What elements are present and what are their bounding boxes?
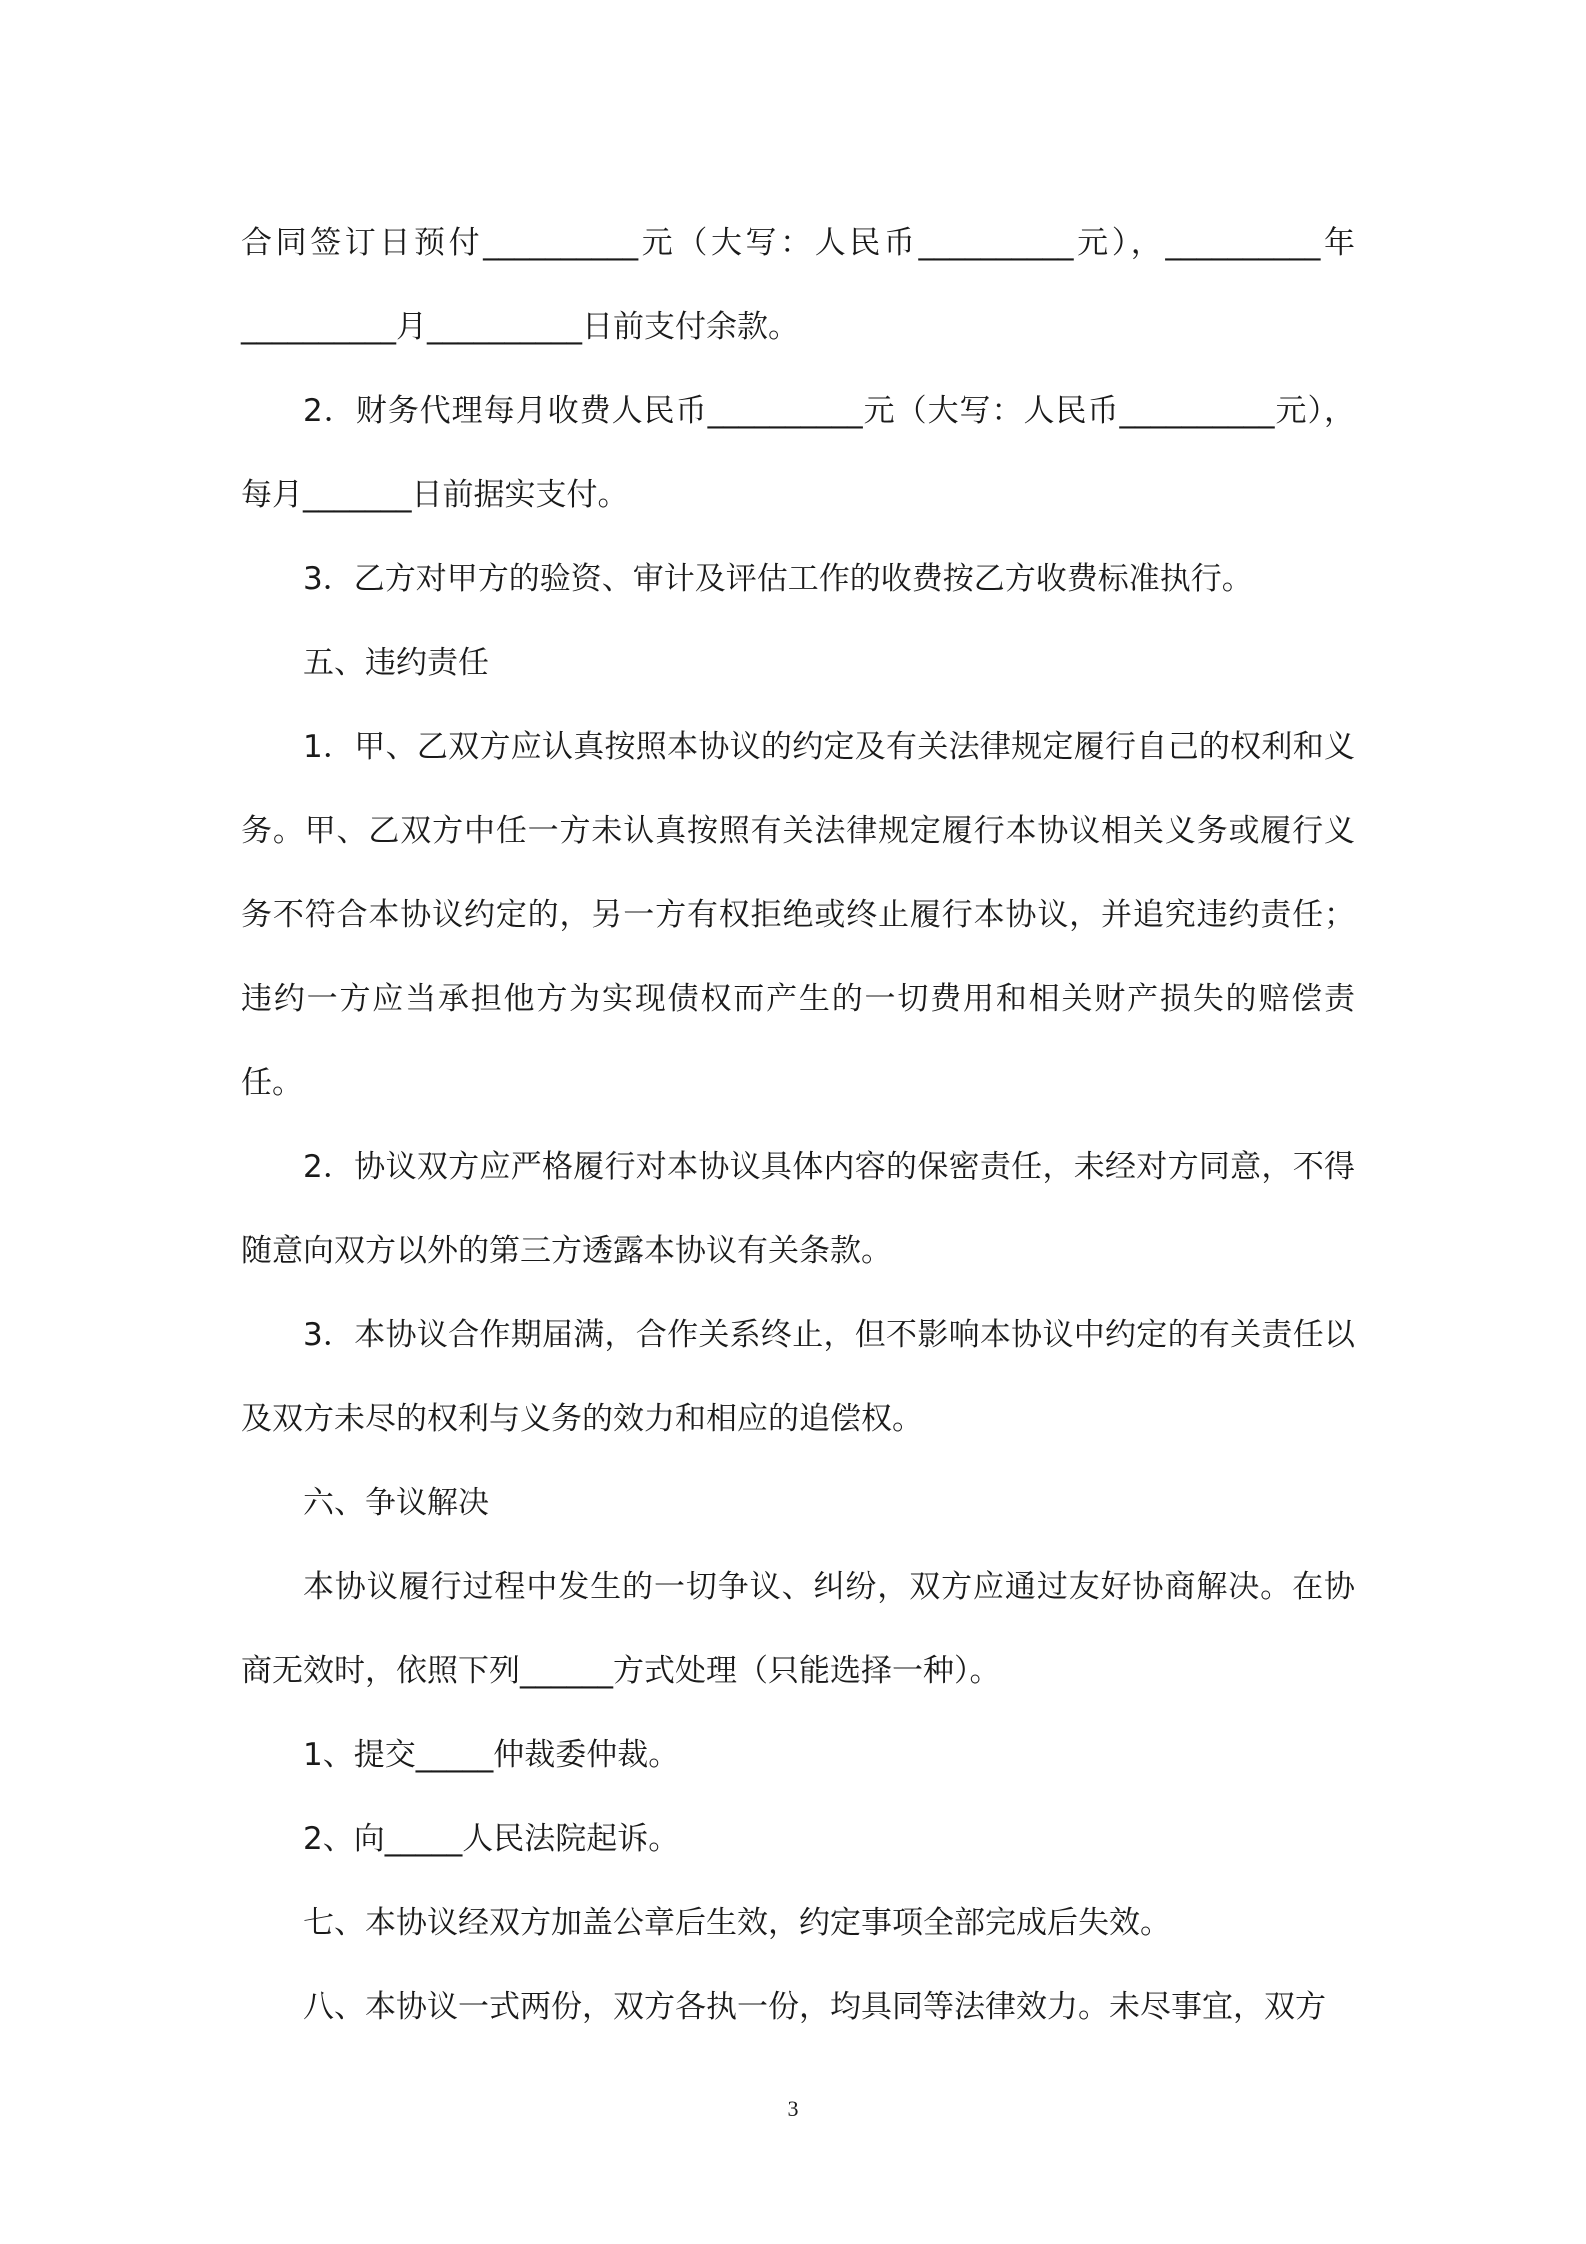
- contract-body: [241, 201, 1355, 2049]
- breach-clause-1: 1．甲、乙双方应认真按照本协议的约定及有关法律规定履行自己的权利和义务。甲、乙双方中任一方未认真按照有关法律规定履行本协议相关义务或履行义务不符合本协议约定的，另一方有权拒绝或终止履行本协议，并追究违约责任；违约一方应当承担他方为实现债权而产生的一切费用和相关财产损失的赔偿责任。: [241, 729, 1355, 1101]
- dispute-option-arbitration: 1、提交_____仲裁委仲裁。: [303, 1737, 680, 1773]
- section-copies: 八、本协议一式两份，双方各执一份，均具同等法律效力。未尽事宜，双方: [303, 1989, 1326, 2025]
- monthly-fee-paragraph: 2．财务代理每月收费人民币__________元（大写：人民币__________元），每月_______日前据实支付。: [241, 393, 1355, 513]
- payment-schedule-paragraph: 合同签订日预付__________元（大写：人民币__________元），__________年__________月__________日前支付余款。: [241, 225, 1355, 345]
- page-number: 3: [787, 2096, 799, 2121]
- dispute-paragraph: 本协议履行过程中发生的一切争议、纠纷，双方应通过友好协商解决。在协商无效时，依照下列______方式处理（只能选择一种）。: [241, 1569, 1355, 1689]
- section-heading-dispute: 六、争议解决: [303, 1485, 489, 1521]
- section-effectiveness: 七、本协议经双方加盖公章后生效，约定事项全部完成后失效。: [303, 1905, 1171, 1941]
- breach-clause-3: 3．本协议合作期届满，合作关系终止，但不影响本协议中约定的有关责任以及双方未尽的权利与义务的效力和相应的追偿权。: [241, 1317, 1355, 1437]
- breach-clause-2: 2．协议双方应严格履行对本协议具体内容的保密责任，未经对方同意，不得随意向双方以外的第三方透露本协议有关条款。: [241, 1149, 1355, 1269]
- audit-fee-paragraph: 3．乙方对甲方的验资、审计及评估工作的收费按乙方收费标准执行。: [303, 561, 1253, 597]
- section-heading-breach: 五、违约责任: [303, 645, 489, 681]
- dispute-option-court: 2、向_____人民法院起诉。: [303, 1821, 680, 1857]
